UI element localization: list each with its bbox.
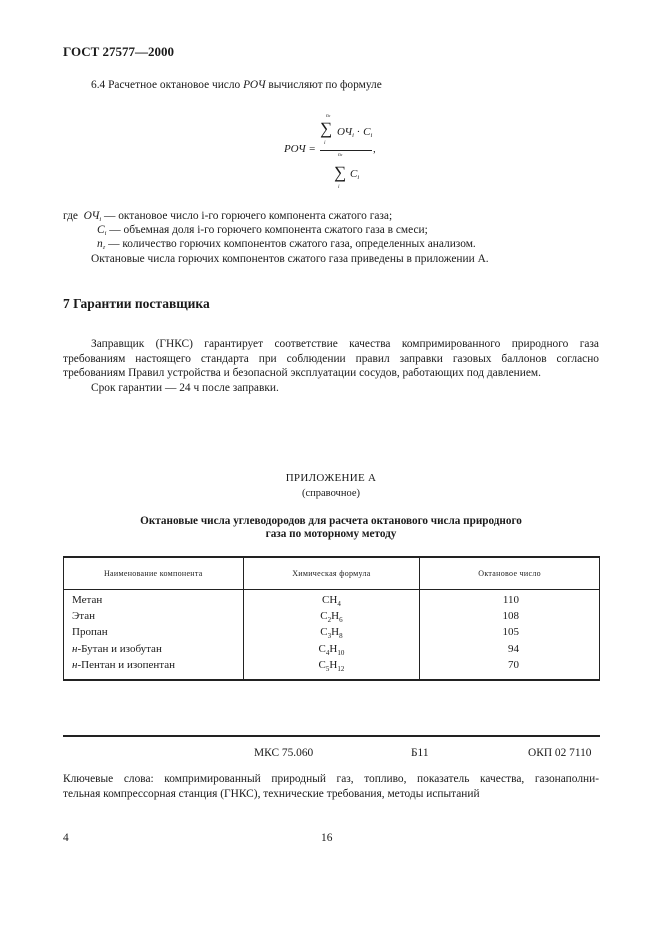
where-line-3: $n_г$ — количество горючих компонентов сжатого газа, определенных анализом. (97, 238, 476, 251)
cell-octane-number: 70 (420, 659, 600, 680)
cell-component-name: Этан (72, 610, 95, 623)
cell-octane-number: 94 (420, 643, 600, 659)
keywords-line-1: Ключевые слова: компримированный природный газ, топливо, показатель качества, газонаполни- (63, 773, 599, 785)
cell-component-name: Метан (72, 594, 103, 606)
document-header: ГОСТ 27577—2000 (63, 44, 175, 59)
group-code: Б11 (411, 747, 429, 759)
col-header-octane: Октановое число (420, 557, 600, 590)
section-7-para-line-2: требованиям настоящего стандарта при соблюдении правил заправки газовых баллонов согласно (63, 353, 599, 365)
fraction-bar (320, 150, 372, 151)
keywords-line-2: тельная компрессорная станция (ГНКС), технические требования, методы испытаний (63, 788, 480, 800)
table-row (64, 626, 600, 642)
section-7-para-line-1: Заправщик (ГНКС) гарантирует соответствие качества компримированного природного газа (91, 338, 599, 350)
cell-component-name: н-Пентан и изопентан (72, 658, 175, 671)
mks-code: МКС 75.060 (254, 747, 314, 759)
cell-octane-number: 108 (420, 610, 600, 626)
page-number-left: 4 (63, 832, 69, 844)
formula-upper-limit: nг (326, 113, 331, 119)
cell-chemical-formula: $C_5H_{12}$ (243, 659, 420, 680)
col-header-formula: Химическая формула (243, 557, 420, 590)
formula-lhs: РОЧ = (284, 143, 316, 155)
denominator-index: i (338, 184, 340, 190)
okp-code: ОКП 02 7110 (528, 747, 592, 759)
where-line-4: Октановые числа горючих компонентов сжатого газа приведены в приложении А. (91, 253, 489, 265)
cell-octane-number: 110 (420, 590, 600, 611)
appendix-subtitle: (справочное) (302, 488, 360, 499)
table-row (64, 659, 600, 680)
denominator-upper-limit: nг (338, 152, 343, 158)
footer-rule (63, 735, 600, 737)
page-number-center: 16 (321, 832, 333, 844)
table-row (64, 643, 600, 659)
col-header-name: Наименование компонента (64, 557, 244, 590)
appendix-title: ПРИЛОЖЕНИЕ А (285, 472, 377, 484)
clause-6-4: 6.4 Расчетное октановое число РОЧ вычисляют по формуле (91, 79, 382, 91)
cell-chemical-formula: $C_4H_{10}$ (243, 643, 420, 659)
section-7-para-line-3: требованиям Правил устройства и безопасной эксплуатации сосудов, работающих под давлением. (63, 367, 541, 379)
denominator-sum-sign: ∑ (334, 163, 347, 182)
octane-table (63, 556, 600, 681)
where-line-1: где $ОЧ_i$ — октановое число i-го горючего компонента сжатого газа; (63, 210, 393, 223)
cell-component-name: н-Бутан и изобутан (72, 642, 162, 655)
formula-comma: , (373, 143, 376, 155)
section-7-title: 7 Гарантии поставщика (63, 296, 210, 311)
table-row (64, 610, 600, 626)
where-line-2: $C_i$ — объемная доля i-го горючего компонента сжатого газа в смеси; (97, 224, 428, 237)
cell-component-name: Пропан (72, 626, 108, 639)
numerator-term: $ОЧ_i \cdot C_i$ (337, 126, 373, 139)
table-caption-line-1: Октановые числа углеводородов для расчета октанового числа природного (140, 515, 522, 527)
table-caption-line-2: газа по моторному методу (265, 528, 397, 540)
numerator-index: i (324, 140, 326, 146)
warranty-period: Срок гарантии — 24 ч после заправки. (91, 382, 279, 394)
denominator-term: $C_i$ (350, 168, 360, 181)
table-row (64, 590, 600, 611)
cell-octane-number: 105 (420, 626, 600, 642)
cell-chemical-formula: $C_3H_8$ (243, 626, 420, 642)
cell-chemical-formula: $C_2H_6$ (243, 610, 420, 626)
table-header-row (64, 557, 600, 590)
cell-chemical-formula: $CH_4$ (243, 590, 420, 611)
numerator-sum-sign: ∑ (320, 119, 333, 138)
